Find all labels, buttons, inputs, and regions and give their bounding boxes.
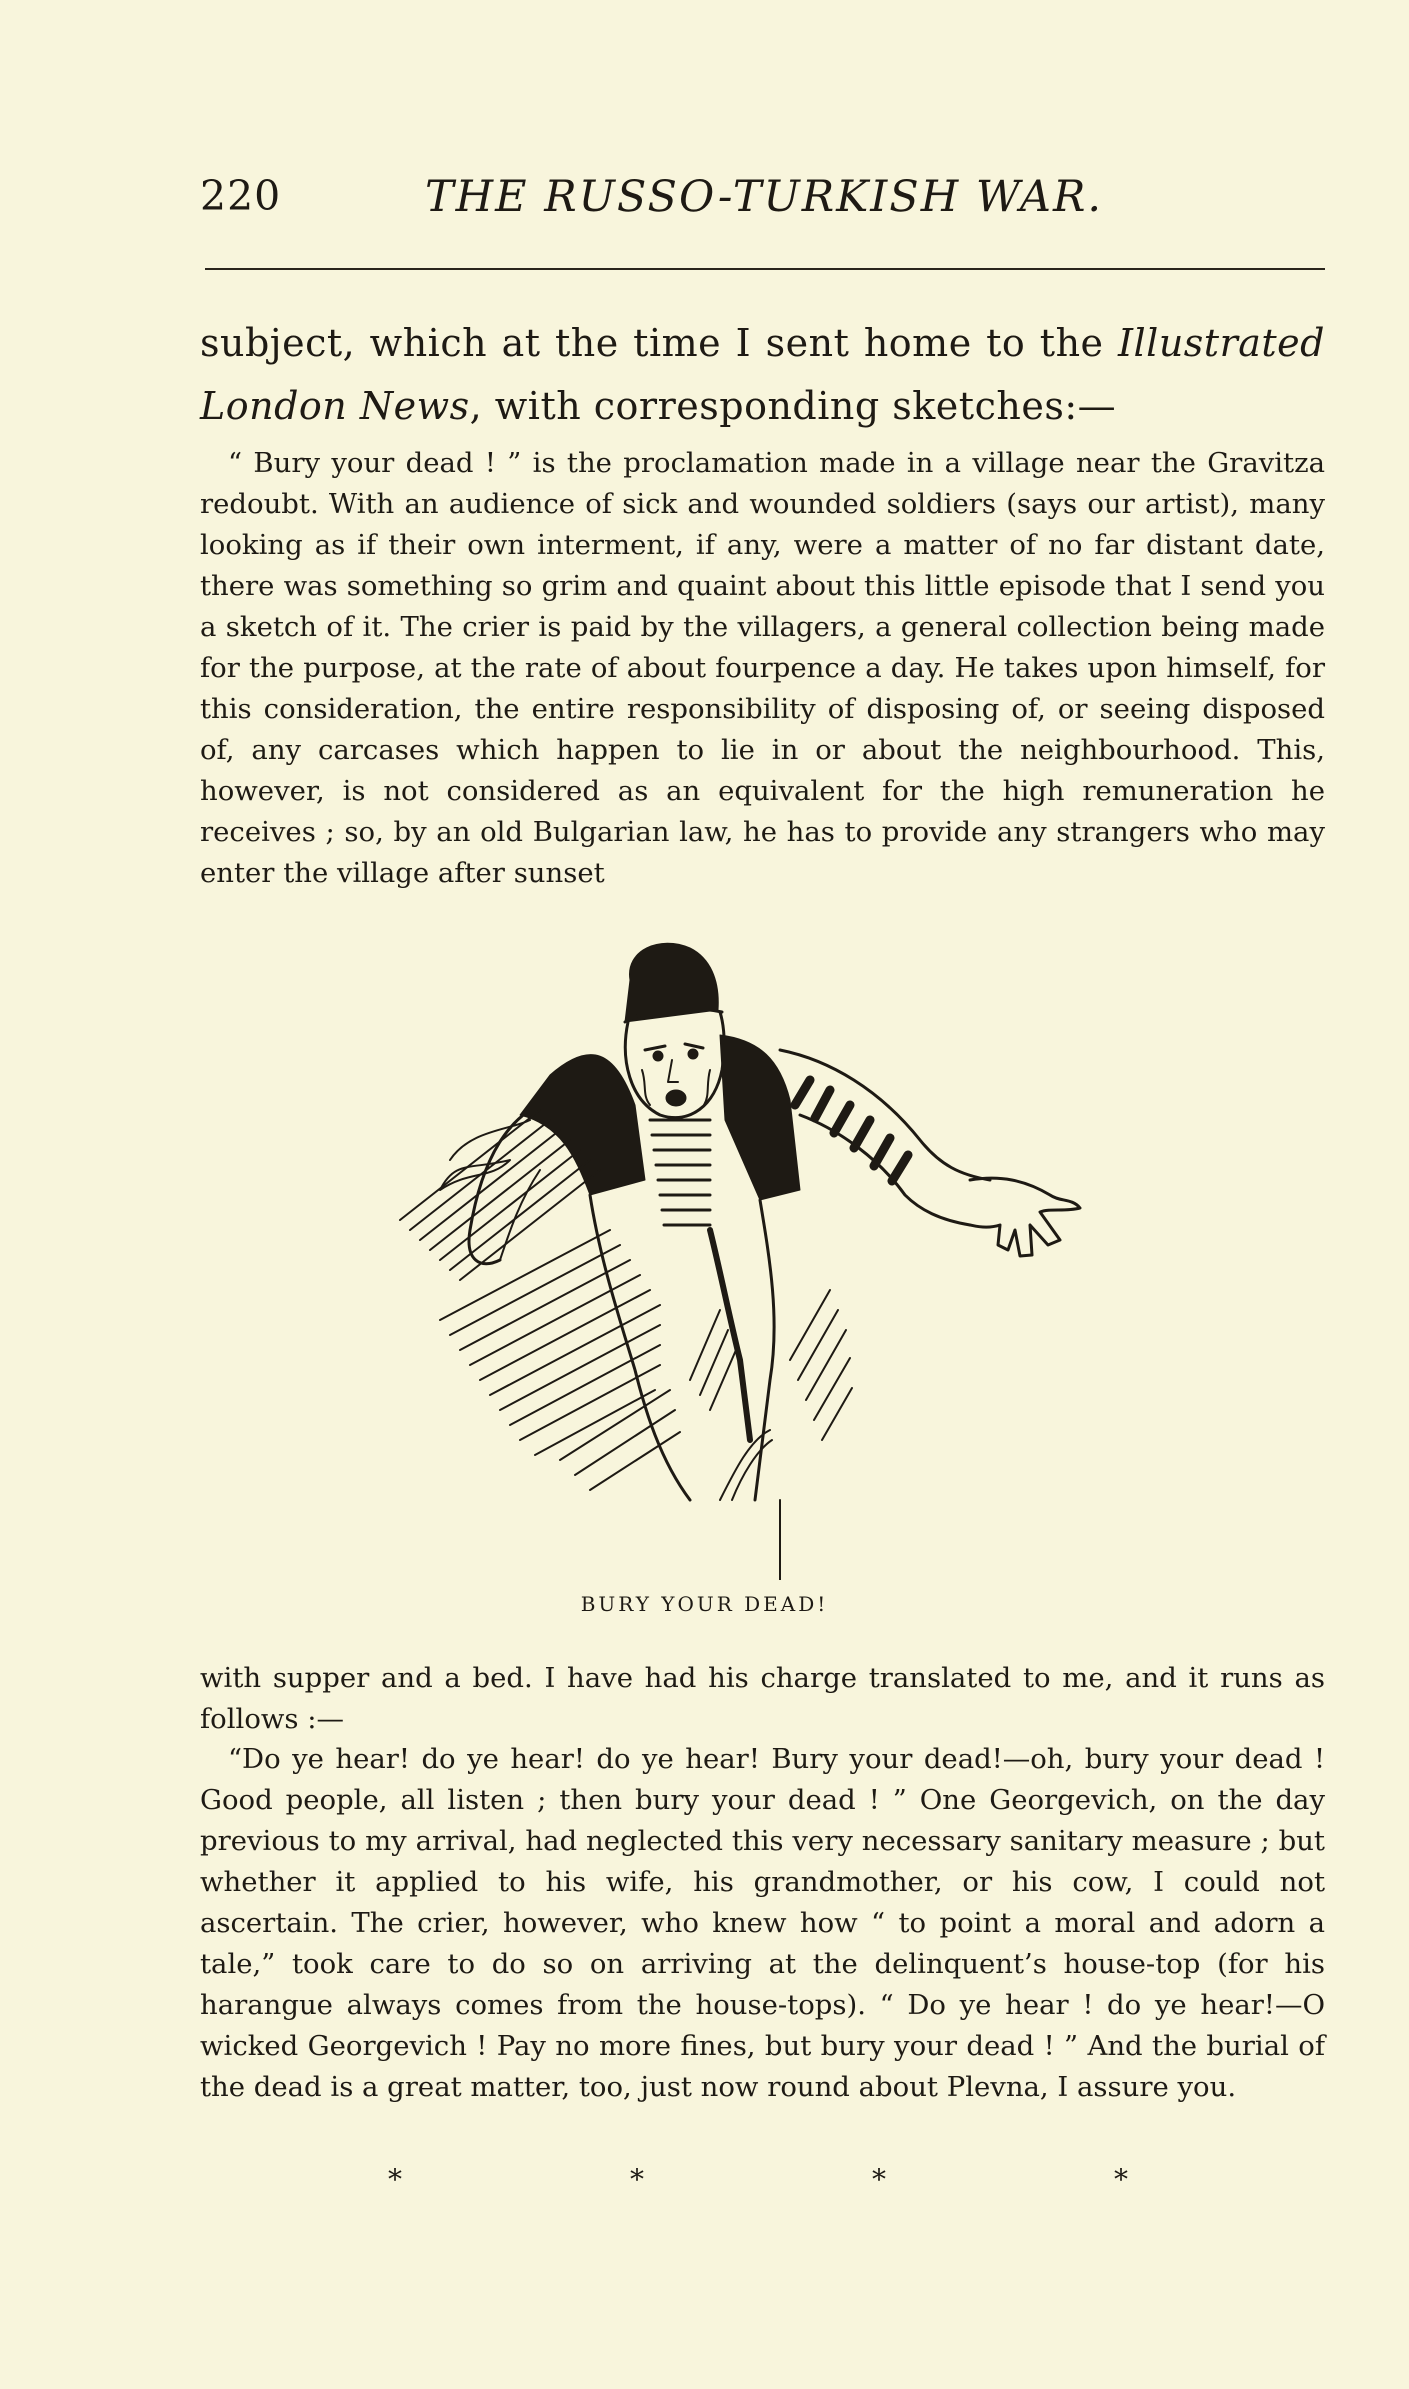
quote-paragraph-2: “Do ye hear! do ye hear! do ye hear! Bury your dead!—oh, bury your dead ! Good people, all listen ; then bury your dead ! ” One Georgevich, on the day previous to my arrival, had neglected this very necessary sanitary measure ; but whether it applied to his wife, his grandmother, or his cow, I could not ascertain. The crier, however, who knew how “ to point a moral and adorn a tale,” took care to do so on arriving at the delinquent’s house-top (for his harangue always comes from the house-tops). “ Do ye hear ! do ye hear!—O wicked Georgevich ! Pay no more fines, but bury your dead ! ” And the burial of the dead is a great matter, too, just now round about Plevna, I assure you. — [200, 1743, 1325, 2103]
separator-star: * — [1114, 2163, 1128, 2196]
page-header — [200, 172, 1320, 232]
italic-title-part-1: Illustrated — [1118, 321, 1325, 365]
page-number: 220 — [200, 172, 282, 220]
quote-paragraph-1: “ Bury your dead ! ” is the proclamation made in a village near the Gravitza redoubt. With an audience of sick and wounded soldiers (says our artist), many looking as if their own interment, if any, were a matter of no far distant date, there was something so grim and quaint about this little episode that I send you a sketch of it. The crier is paid by the villagers, a general collection being made for the purpose, at the rate of about fourpence a day. He takes upon himself, for this consideration, the entire responsibility of disposing of, or seeing disposed of, any carcases which happen to lie in or about the neighbourhood. This, however, is not considered as an equivalent for the high remuneration he receives ; so, by an old Bulgarian law, he has to provide any strangers who may enter the village after sunset — [200, 447, 1325, 889]
continuation-paragraph: with supper and a bed. I have had his charge translated to me, and it runs as follows :— — [200, 1662, 1325, 1735]
quoted-letter-2 — [200, 1739, 1325, 2108]
header-rule — [205, 268, 1325, 270]
crier-sketch — [360, 940, 1130, 1580]
continuation-text — [200, 1658, 1325, 1740]
quoted-letter-1 — [200, 443, 1325, 894]
running-title: THE RUSSO-TURKISH WAR. — [425, 172, 1104, 222]
separator-star: * — [388, 2163, 402, 2196]
illustration-crier — [360, 940, 1130, 1580]
separator-star: * — [872, 2163, 886, 2196]
separator-star: * — [630, 2163, 644, 2196]
intro-line-1: subject, which at the time I sent home to the Illustrated — [200, 321, 1325, 365]
figure-caption: BURY YOUR DEAD! — [580, 1592, 829, 1616]
intro-paragraph — [200, 312, 1325, 438]
italic-title-part-2: London News — [200, 384, 470, 428]
section-separator — [200, 2163, 1325, 2203]
intro-line-2: London News, with corresponding sketches:— — [200, 384, 1117, 428]
